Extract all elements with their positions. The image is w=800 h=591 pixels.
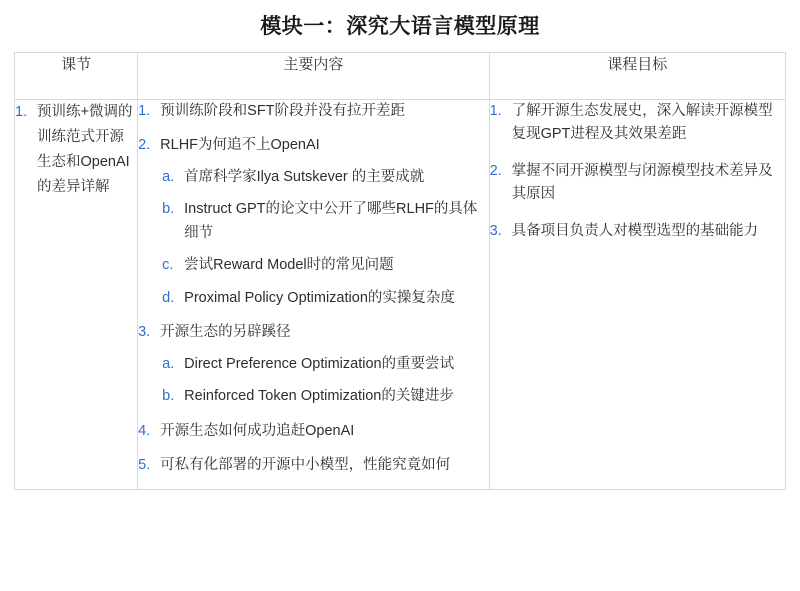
list-item: 2. 掌握不同开源模型与闭源模型技术差异及其原因 xyxy=(490,160,785,207)
list-item: a. Direct Preference Optimization的重要尝试 xyxy=(160,353,488,376)
list-item: d. Proximal Policy Optimization的实操复杂度 xyxy=(160,287,488,310)
list-item-text: 开源生态如何成功追赶OpenAI xyxy=(160,422,355,439)
list-item: 1. 预训练+微调的训练范式开源生态和OpenAI的差异详解 xyxy=(15,100,137,200)
list-item: c. 尝试Reward Model时的常见问题 xyxy=(160,254,488,277)
content-cell xyxy=(138,100,489,490)
course-outline-table xyxy=(14,52,786,490)
list-item-text: 可私有化部署的开源中小模型，性能究竟如何 xyxy=(160,457,451,474)
list-item: a. 首席科学家Ilya Sutskever 的主要成就 xyxy=(160,166,488,189)
lesson-list xyxy=(15,100,137,200)
content-sublist xyxy=(160,353,488,409)
page-title: 模块一：深究大语言模型原理 xyxy=(260,15,540,38)
list-item xyxy=(138,134,488,310)
table-header xyxy=(15,53,786,100)
list-item xyxy=(138,454,488,477)
list-item-text: 开源生态的另辟蹊径 xyxy=(160,324,291,341)
list-item xyxy=(138,321,488,408)
lesson-cell xyxy=(15,100,138,490)
list-item: b. Reinforced Token Optimization的关键进步 xyxy=(160,385,488,408)
content-list xyxy=(138,100,488,478)
list-item: b. Instruct GPT的论文中公开了哪些RLHF的具体细节 xyxy=(160,198,488,245)
goal-cell xyxy=(489,100,785,490)
table-body xyxy=(15,100,786,490)
table-header-row xyxy=(15,53,786,100)
list-item xyxy=(138,420,488,443)
list-item: 1. 了解开源生态发展史，深入解读开源模型复现GPT进程及其效果差距 xyxy=(490,100,785,147)
list-item: 3. 具备项目负责人对模型选型的基础能力 xyxy=(490,220,785,243)
list-item-text: RLHF为何追不上OpenAI xyxy=(160,137,320,154)
column-header-content: 主要内容 xyxy=(138,53,489,100)
table-row xyxy=(15,100,786,490)
column-header-goal: 课程目标 xyxy=(489,53,785,100)
list-item xyxy=(138,100,488,123)
column-header-lesson: 课节 xyxy=(15,53,138,100)
list-item-text: 预训练阶段和SFT阶段并没有拉开差距 xyxy=(160,103,406,119)
goal-list xyxy=(490,100,785,243)
content-sublist xyxy=(160,166,488,310)
